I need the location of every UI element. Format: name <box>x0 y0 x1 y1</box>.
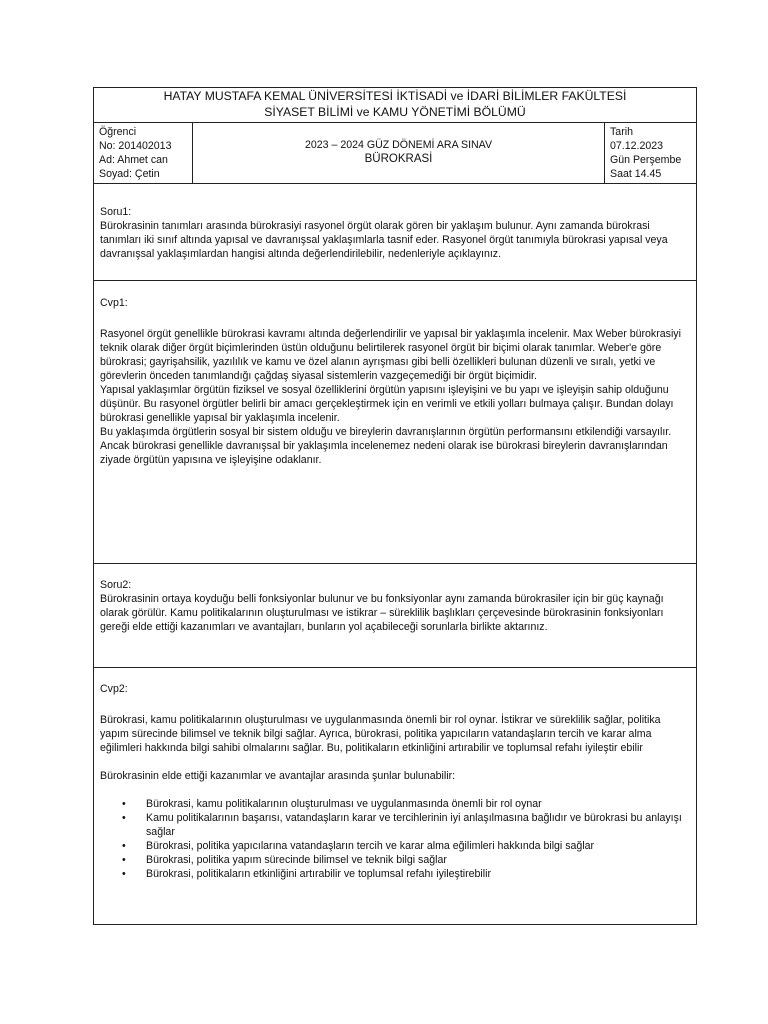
department-title: SİYASET BİLİMİ ve KAMU YÖNETİMİ BÖLÜMÜ <box>264 105 526 119</box>
answer-1-section <box>94 281 696 564</box>
student-surname: Soyad: Çetin <box>99 168 160 180</box>
answer-2-label: Cvp2: <box>100 683 128 695</box>
question-2-text: Bürokrasinin ortaya koyduğu belli fonksiyonlar bulunur ve bu fonksiyonlar aynı zamanda bürokrasiler için bir güç kaynağı olarak görülür. Kamu politikalarının oluşturulması ve istikrar – süreklilik başlıkları çerçevesinde bürokrasinin fonksiyonları gereği elde ettiği kazanımları ve avantajları, bunların yol açabileceği sorunlarla birlikte aktarınız. <box>100 593 664 633</box>
list-item: • Bürokrasi, kamu politikalarının oluşturulması ve uygulanmasında önemli bir rol oynar <box>122 798 542 810</box>
list-item: • Bürokrasi, politikaların etkinliğini artırabilir ve toplumsal refahı iyileştirebilir <box>122 868 492 880</box>
bullet-icon: • <box>122 840 126 852</box>
answer-2-paragraph-1: Bürokrasi, kamu politikalarının oluşturulması ve uygulanmasında önemli bir rol oynar. İstikrar ve süreklilik sağlar, politika yapım sürecinde bilimsel ve teknik bilgi sağlar. Ayrıca, bürokrasi, politika yapıcıların vatandaşların tercih ve karar alma eğilimleri hakkında bilgi sahibi olmalarını sağlar. Bu, politikaların etkinliğini artırabilir ve toplumsal refahı iyileştir ebilir <box>100 714 661 754</box>
student-info <box>94 123 193 183</box>
answer-2-paragraph-2: Bürokrasinin elde ettiği kazanımlar ve avantajlar arasında şunlar bulunabilir: <box>100 770 456 782</box>
exam-info-row <box>94 123 696 184</box>
bullet-icon: • <box>122 798 126 810</box>
list-item: • Bürokrasi, politika yapım sürecinde bilimsel ve teknik bilgi sağlar <box>122 854 447 866</box>
date-value: 07.12.2023 <box>610 140 664 152</box>
question-2-section <box>94 564 696 668</box>
date-info <box>605 123 696 183</box>
exam-title-cell <box>193 123 605 183</box>
answer-1-paragraph-3: Bu yaklaşımda örgütlerin sosyal bir sistem olduğu ve bireylerin davranışlarının örgütün performansını etkilendiği varsayılır. Ancak bürokrasi genellikle davranışsal bir yaklaşımla incelenemez nedeni olarak ise bürokrasi bireylerin davranışlarından ziyade örgütün yapısına ve işleyişine odaklanır. <box>100 426 672 466</box>
list-item: • Kamu politikalarının başarısı, vatandaşların karar ve tercihlerinin iyi anlaşılmasına bağlıdır ve bürokrasi bu anlayışı sağlar <box>122 812 682 838</box>
question-1-text: Bürokrasinin tanımları arasında bürokrasiyi rasyonel örgüt olarak gören bir yaklaşım bulunur. Aynı zamanda bürokrasi tanımları iki sınıf altında yapısal ve davranışsal yaklaşımlarla tasnif eder. Rasyonel örgüt tanımıyla bürokrasi yapısal veya davranışsal yaklaşımlardan hangisi altında değerlendirilebilir, nedenleriyle açıklayınız. <box>100 220 668 260</box>
student-name: Ad: Ahmet can <box>99 154 168 166</box>
faculty-title: HATAY MUSTAFA KEMAL ÜNİVERSİTESİ İKTİSADİ ve İDARİ BİLİMLER FAKÜLTESİ <box>163 89 627 103</box>
answer-2-bullet-list <box>100 797 690 881</box>
answer-1-paragraph-1: Rasyonel örgüt genellikle bürokrasi kavramı altında değerlendirilir ve yapısal bir yaklaşımla incelenir. Max Weber bürokrasiyi teknik olarak diğer örgüt biçimlerinden üstün olduğunu belirtilerek rasyonel örgüt bir biçimi olarak tanımlar. Weber'e göre bürokrasi; gayrişahsilik, yazılılık ve kamu ve özel alanın ayrışması gibi belli özellikleri bulunan düzenli ve sıralı, yetki ve görevlerin önceden tanımlandığı çağdaş siyasal sistemlerin vazgeçemediği bir örgüt biçimidir. <box>100 328 681 382</box>
exam-subject: BÜROKRASİ <box>364 153 433 165</box>
bullet-icon: • <box>122 868 126 880</box>
student-label: Öğrenci <box>99 126 137 138</box>
bullet-icon: • <box>122 854 126 866</box>
exam-day: Gün Perşembe <box>610 154 682 166</box>
question-1-label: Soru1: <box>100 206 132 218</box>
question-1-section <box>94 184 696 281</box>
faculty-header <box>94 88 696 123</box>
exam-sheet <box>93 87 697 925</box>
list-item: • Bürokrasi, politika yapıcılarına vatandaşların tercih ve karar alma eğilimleri hakkında bilgi sağlar <box>122 840 595 852</box>
question-2-label: Soru2: <box>100 579 132 591</box>
bullet-icon: • <box>122 812 126 824</box>
answer-1-label: Cvp1: <box>100 297 128 309</box>
answer-1-paragraph-2: Yapısal yaklaşımlar örgütün fiziksel ve sosyal özelliklerini örgütün yapısını işleyişini ve bu yapı ve işleyişin sahip olduğunu düşünür. Bu rasyonel örgütler belirli bir amacı gerçekleştirmek için en verimli ve etkili yolları bulmaya çalışır. Bundan dolayı bürokrasi genellikle yapısal bir yaklaşımla incelenir. <box>100 384 674 424</box>
exam-title: 2023 – 2024 GÜZ DÖNEMİ ARA SINAV <box>304 139 493 151</box>
date-label: Tarih <box>610 126 633 138</box>
exam-time: Saat 14.45 <box>610 168 662 180</box>
answer-2-section <box>94 668 696 924</box>
student-number: No: 201402013 <box>99 140 172 152</box>
